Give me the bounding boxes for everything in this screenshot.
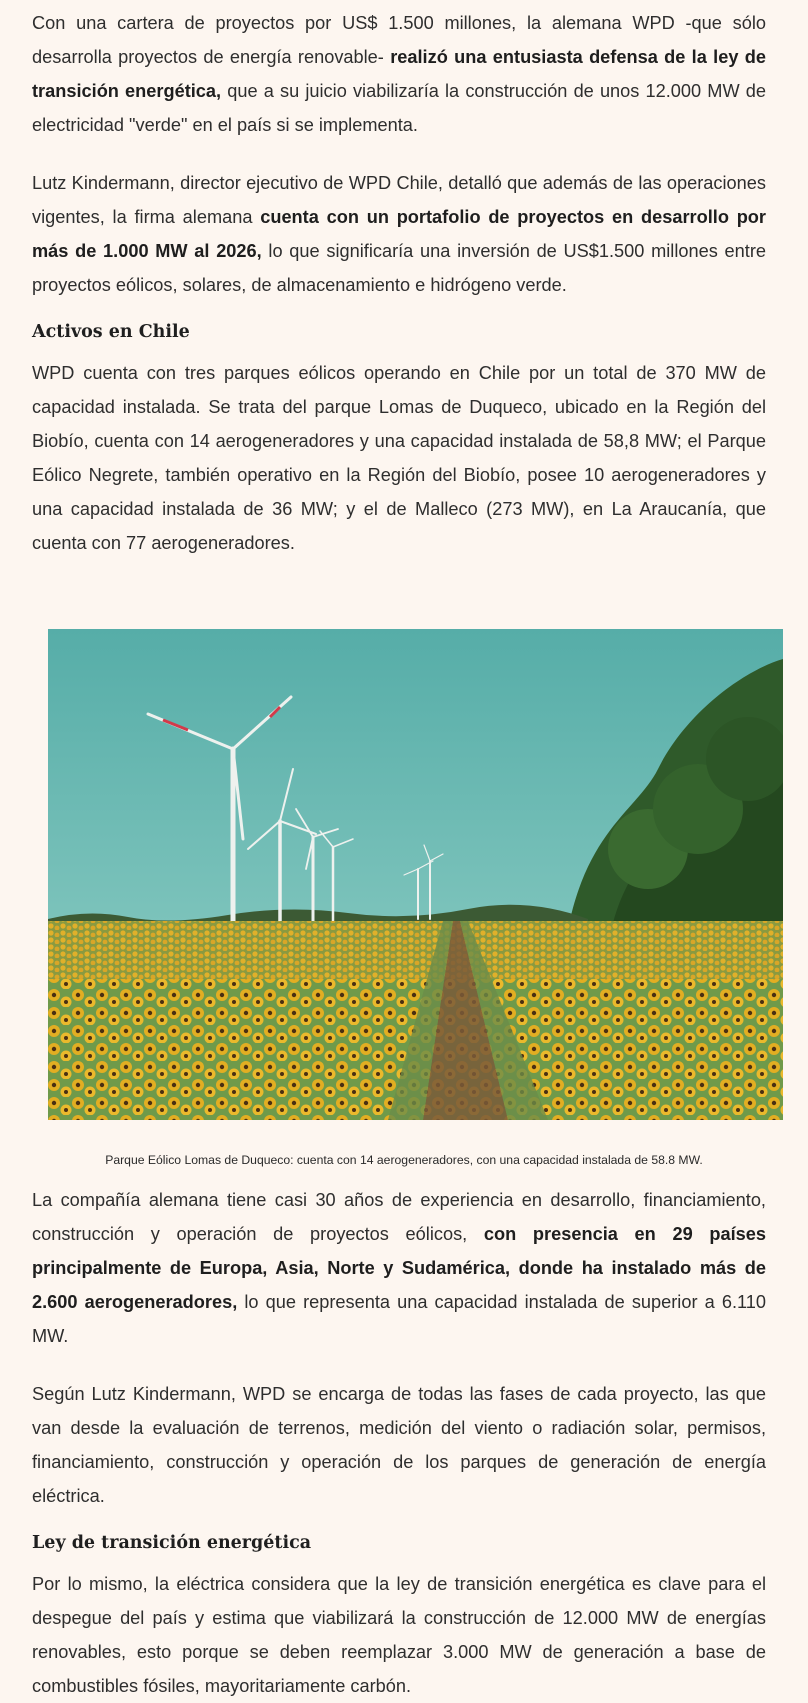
paragraph-ley: Por lo mismo, la eléctrica considera que la ley de transición energética es clave para el despegue del país y estima que viabilizará la construcción de 12.000 MW de energías renovables, esto porque se deben reemplazar 3.000 MW de generación a base de combustibles fósiles, mayoritariamente carbón. — [32, 1574, 766, 1696]
paragraph-kindermann — [32, 166, 766, 302]
text: La compañía alemana tiene casi 30 años de experiencia en desarrollo, financiamiento, construcción y operación de proyectos eólicos, — [32, 1190, 766, 1244]
photo-caption: Parque Eólico Lomas de Duqueco: cuenta con 14 aerogeneradores, con una capacidad instalada de 58.8 MW. — [105, 1153, 703, 1167]
paragraph-intro — [32, 6, 766, 142]
text: lo que significaría una inversión de US$1.500 millones entre proyectos eólicos, solares, de almacenamiento e hidrógeno verde. — [32, 241, 766, 295]
paragraph-experiencia — [32, 1183, 766, 1353]
article-photo-wind-farm — [48, 629, 783, 1120]
text: Con una cartera de proyectos por US$ 1.500 millones, la alemana WPD -que sólo desarrolla proyectos de energía renovable- — [32, 13, 766, 67]
section-heading-activos: Activos en Chile — [32, 322, 190, 342]
article-body-bottom — [32, 1183, 766, 1703]
bold-text: realizó una entusiasta defensa de la ley de transición energética, — [32, 47, 766, 101]
text: lo que representa una capacidad instalada de superior a 6.110 MW. — [32, 1292, 766, 1346]
bold-text: cuenta con un portafolio de proyectos en desarrollo por más de 1.000 MW al 2026, — [32, 207, 766, 261]
paragraph-fases: Según Lutz Kindermann, WPD se encarga de todas las fases de cada proyecto, las que van desde la evaluación de terrenos, medición del viento o radiación solar, permisos, financiamiento, construcción y operación de los parques de generación de energía eléctrica. — [32, 1384, 766, 1506]
text: que a su juicio viabilizaría la construcción de unos 12.000 MW de electricidad "verde" en el país si se implementa. — [32, 81, 766, 135]
text: Lutz Kindermann, director ejecutivo de WPD Chile, detalló que además de las operaciones vigentes, la firma alemana — [32, 173, 766, 227]
article-body-top — [32, 6, 766, 560]
paragraph-activos: WPD cuenta con tres parques eólicos operando en Chile por un total de 370 MW de capacidad instalada. Se trata del parque Lomas de Duqueco, ubicado en la Región del Biobío, cuenta con 14 aerogeneradores y una capacidad instalada de 58,8 MW; el Parque Eólico Negrete, también operativo en la Región del Biobío, posee 10 aerogeneradores y una capacidad instalada de 36 MW; y el de Malleco (273 MW), en La Araucanía, que cuenta con 77 aerogeneradores. — [32, 363, 766, 553]
section-heading-ley: Ley de transición energética — [32, 1533, 312, 1553]
bold-text: con presencia en 29 países principalmente de Europa, Asia, Norte y Sudamérica, donde ha instalado más de 2.600 aerogeneradores, — [32, 1224, 766, 1312]
